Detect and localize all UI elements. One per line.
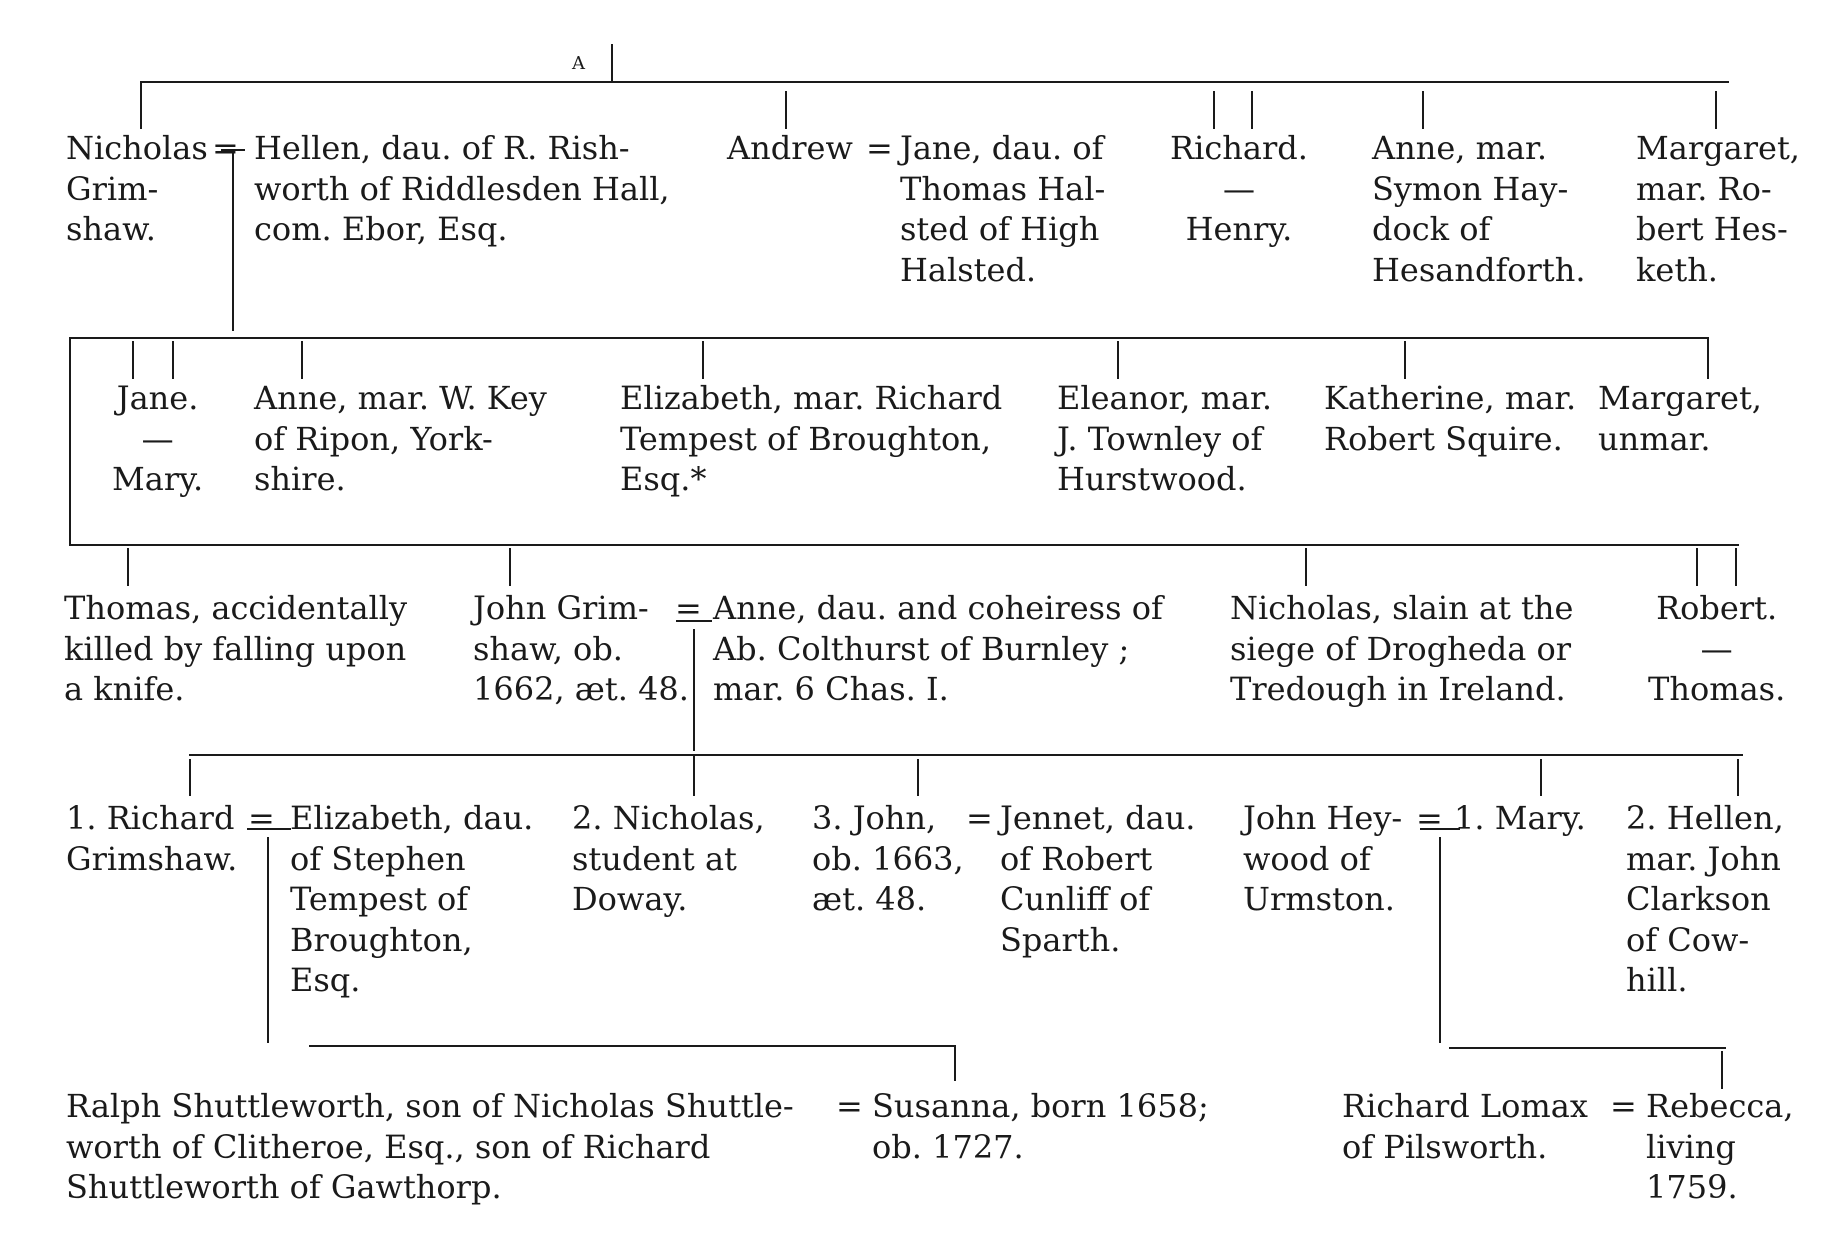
person-elizabeth-tempest: Elizabeth, mar. Richard Tempest of Broughton, Esq.* <box>620 379 1003 498</box>
person-nicholas-slain: Nicholas, slain at the siege of Drogheda or Tredough in Ireland. <box>1230 589 1574 708</box>
person-robert-thomas: Robert. — Thomas. <box>1648 589 1786 708</box>
marriage-sign: = <box>1610 1087 1637 1125</box>
person-jennet-cunliff: Jennet, dau. of Robert Cunliff of Sparth. <box>1000 799 1196 959</box>
marriage-sign: = <box>248 799 275 837</box>
person-richard-lomax: Richard Lomax of Pilsworth. <box>1342 1087 1588 1166</box>
person-john-third: 3. John, ob. 1663, æt. 48. <box>812 799 964 918</box>
marriage-sign: = <box>1416 799 1443 837</box>
person-richard-grimshaw: 1. Richard Grimshaw. <box>66 799 238 878</box>
person-rebecca: Rebecca, living 1759. <box>1646 1087 1794 1206</box>
person-andrew: Andrew <box>727 129 853 167</box>
person-thomas-accident: Thomas, accidentally killed by falling upon a knife. <box>64 589 408 708</box>
person-anne-colthurst: Anne, dau. and coheiress of Ab. Colthurst of Burnley ; mar. 6 Chas. I. <box>713 589 1163 708</box>
marriage-sign: = <box>675 589 702 627</box>
marriage-sign: = <box>212 129 239 167</box>
marker-a: A <box>572 53 585 74</box>
person-susanna: Susanna, born 1658; ob. 1727. <box>872 1087 1209 1166</box>
person-hellen-clarkson: 2. Hellen, mar. John Clarkson of Cow- hill. <box>1626 799 1784 999</box>
person-elizabeth-stephen-tempest: Elizabeth, dau. of Stephen Tempest of Broughton, Esq. <box>290 799 534 999</box>
person-richard-henry: Richard. — Henry. <box>1170 129 1308 248</box>
person-nicholas-student: 2. Nicholas, student at Doway. <box>572 799 765 918</box>
person-john-grimshaw: John Grim- shaw, ob. 1662, æt. 48. <box>473 589 689 708</box>
marriage-sign: = <box>836 1087 863 1125</box>
person-margaret-unmar: Margaret, unmar. <box>1598 379 1762 458</box>
person-anne-key: Anne, mar. W. Key of Ripon, York- shire. <box>254 379 547 498</box>
person-eleanor-townley: Eleanor, mar. J. Townley of Hurstwood. <box>1057 379 1272 498</box>
person-jane-halsted: Jane, dau. of Thomas Hal- sted of High Halsted. <box>900 129 1106 289</box>
marriage-sign: = <box>866 129 893 167</box>
person-katherine-squire: Katherine, mar. Robert Squire. <box>1324 379 1577 458</box>
person-hellen-rishworth: Hellen, dau. of R. Rish- worth of Riddlesden Hall, com. Ebor, Esq. <box>254 129 670 248</box>
person-jane-mary: Jane. — Mary. <box>112 379 204 498</box>
person-nicholas-grimshaw: Nicholas Grim- shaw. <box>66 129 208 248</box>
person-john-heywood: John Hey- wood of Urmston. <box>1243 799 1403 918</box>
person-anne-haydock: Anne, mar. Symon Hay- dock of Hesandforth. <box>1372 129 1586 289</box>
person-ralph-shuttleworth: Ralph Shuttleworth, son of Nicholas Shuttle- worth of Clitheroe, Esq., son of Richard Shuttleworth of Gawthorp. <box>66 1087 794 1206</box>
person-margaret-hesketh: Margaret, mar. Ro- bert Hes- keth. <box>1636 129 1800 289</box>
marriage-sign: = <box>966 799 993 837</box>
person-mary: 1. Mary. <box>1454 799 1586 837</box>
